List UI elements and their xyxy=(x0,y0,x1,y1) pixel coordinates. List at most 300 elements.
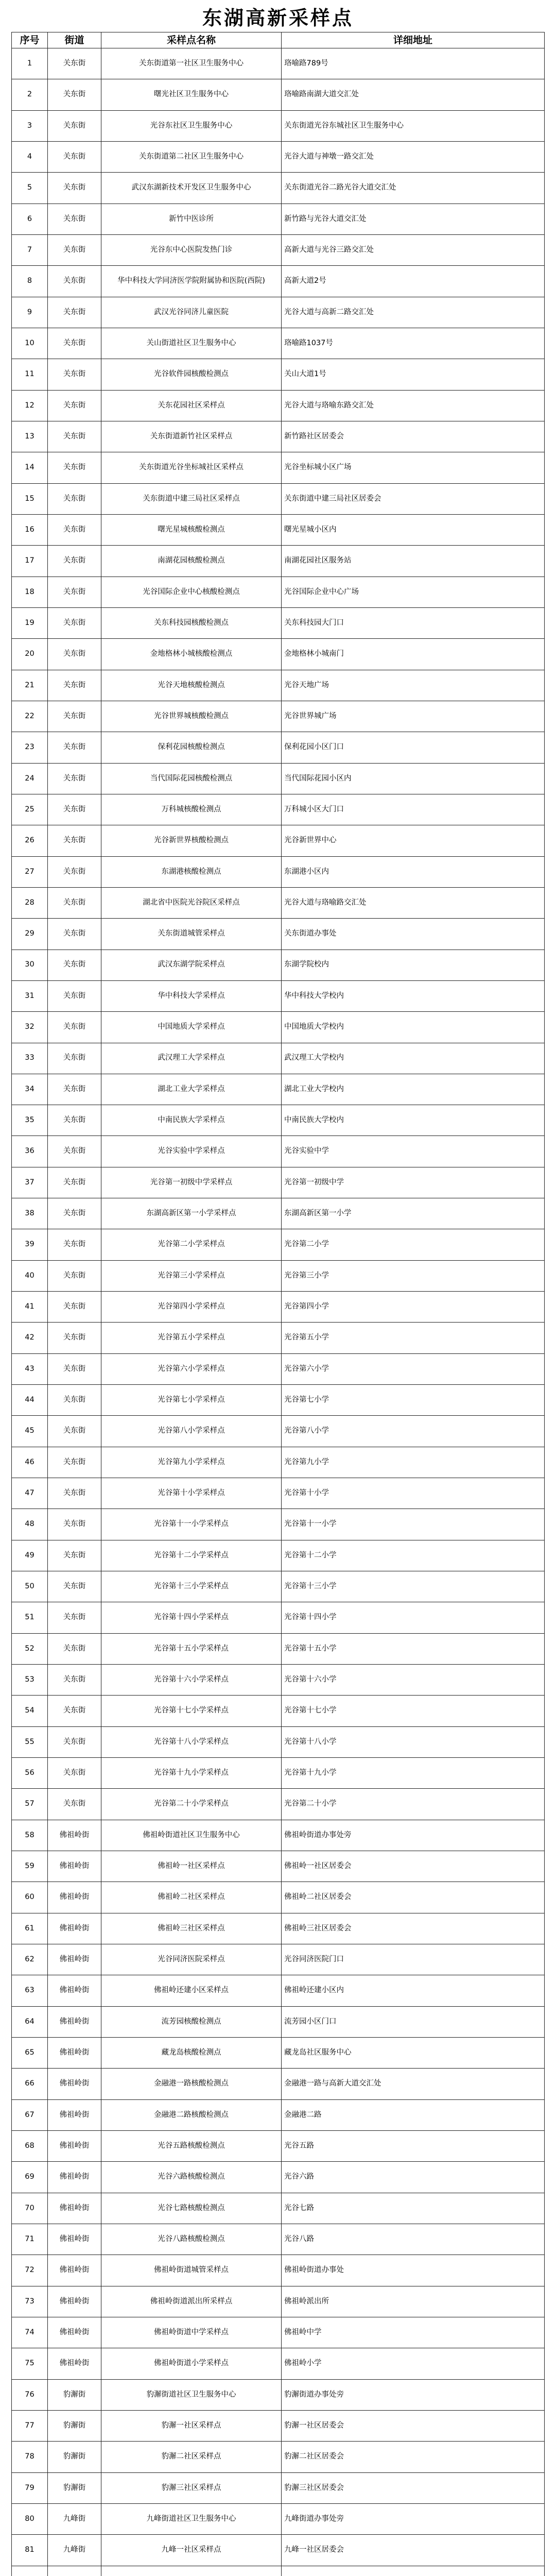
cell-index: 76 xyxy=(12,2379,48,2410)
table-row xyxy=(12,1665,545,1696)
cell-index: 36 xyxy=(12,1136,48,1167)
cell-street: 关东街 xyxy=(48,732,101,763)
cell-index: 55 xyxy=(12,1726,48,1757)
cell-index xyxy=(12,2566,48,2576)
cell-address: 金地格林小城南门 xyxy=(282,639,545,670)
table-row xyxy=(12,1882,545,1913)
table-row xyxy=(12,173,545,204)
cell-address: 光谷大道与神墩一路交汇处 xyxy=(282,141,545,172)
cell-index: 17 xyxy=(12,546,48,577)
cell-street: 关东街 xyxy=(48,483,101,514)
table-row xyxy=(12,514,545,545)
cell-street: 关东街 xyxy=(48,1726,101,1757)
table-row xyxy=(12,1726,545,1757)
cell-index: 1 xyxy=(12,48,48,79)
cell-site-name: 华中科技大学采样点 xyxy=(101,980,282,1011)
cell-site-name: 藏龙岛核酸检测点 xyxy=(101,2038,282,2069)
cell-address: 东湖港小区内 xyxy=(282,856,545,887)
cell-address: 高新大道与光谷三路交汇处 xyxy=(282,234,545,265)
cell-street: 关东街 xyxy=(48,1571,101,1602)
cell-street: 关东街 xyxy=(48,1229,101,1260)
cell-street: 九峰街 xyxy=(48,2535,101,2566)
table-row xyxy=(12,1789,545,1820)
column-header-address: 详细地址 xyxy=(282,32,545,48)
table-row xyxy=(12,483,545,514)
cell-street: 关东街 xyxy=(48,1292,101,1323)
table-row xyxy=(12,763,545,794)
cell-address: 高新大道2号 xyxy=(282,266,545,297)
cell-address: 佛祖岭二社区居委会 xyxy=(282,1882,545,1913)
cell-index: 56 xyxy=(12,1758,48,1789)
cell-site-name: 南湖花园核酸检测点 xyxy=(101,546,282,577)
cell-street: 关东街 xyxy=(48,794,101,825)
cell-address: 关东街道光谷东城社区卫生服务中心 xyxy=(282,110,545,141)
cell-site-name: 光谷新世界核酸检测点 xyxy=(101,825,282,856)
cell-index: 29 xyxy=(12,919,48,950)
cell-street: 关东街 xyxy=(48,514,101,545)
cell-street: 关东街 xyxy=(48,1012,101,1043)
cell-index: 23 xyxy=(12,732,48,763)
cell-site-name: 东湖高新区第一小学采样点 xyxy=(101,1198,282,1229)
cell-index: 78 xyxy=(12,2442,48,2472)
cell-site-name: 光谷第十五小学采样点 xyxy=(101,1633,282,1664)
cell-street: 关东街 xyxy=(48,1105,101,1136)
table-row xyxy=(12,1074,545,1105)
cell-index: 7 xyxy=(12,234,48,265)
table-row xyxy=(12,607,545,638)
cell-index: 73 xyxy=(12,2286,48,2317)
table-row xyxy=(12,1105,545,1136)
cell-street: 关东街 xyxy=(48,1198,101,1229)
cell-street: 佛祖岭街 xyxy=(48,2286,101,2317)
cell-address: 光谷八路 xyxy=(282,2224,545,2255)
table-row xyxy=(12,234,545,265)
table-row xyxy=(12,825,545,856)
cell-address: 湖北工业大学校内 xyxy=(282,1074,545,1105)
cell-street: 关东街 xyxy=(48,234,101,265)
cell-street: 关东街 xyxy=(48,1758,101,1789)
table-row xyxy=(12,2348,545,2379)
cell-site-name: 东湖港核酸检测点 xyxy=(101,856,282,887)
cell-index: 31 xyxy=(12,980,48,1011)
cell-address: 佛祖岭派出所 xyxy=(282,2286,545,2317)
cell-index: 64 xyxy=(12,2006,48,2037)
cell-address: 东湖高新区第一小学 xyxy=(282,1198,545,1229)
cell-index: 19 xyxy=(12,607,48,638)
cell-site-name: 关东花园社区采样点 xyxy=(101,390,282,421)
table-row xyxy=(12,1167,545,1198)
cell-site-name: 光谷第一初级中学采样点 xyxy=(101,1167,282,1198)
cell-address: 佛祖岭街道办事处旁 xyxy=(282,1820,545,1851)
cell-site-name: 九峰一社区采样点 xyxy=(101,2535,282,2566)
table-row xyxy=(12,887,545,918)
cell-address: 光谷第三小学 xyxy=(282,1260,545,1291)
cell-address: 关山大道1号 xyxy=(282,359,545,390)
cell-site-name: 佛祖岭街道小学采样点 xyxy=(101,2348,282,2379)
cell-address: 中南民族大学校内 xyxy=(282,1105,545,1136)
cell-street: 关东街 xyxy=(48,1167,101,1198)
table-row xyxy=(12,701,545,732)
cell-index: 2 xyxy=(12,79,48,110)
table-row xyxy=(12,1633,545,1664)
table-row xyxy=(12,2317,545,2348)
cell-address: 光谷大道与珞喻东路交汇处 xyxy=(282,390,545,421)
cell-site-name: 光谷第二十小学采样点 xyxy=(101,1789,282,1820)
cell-address: 佛祖岭小学 xyxy=(282,2348,545,2379)
cell-address: 光谷天地广场 xyxy=(282,670,545,701)
cell-street: 佛祖岭街 xyxy=(48,1851,101,1882)
cell-site-name: 光谷第三小学采样点 xyxy=(101,1260,282,1291)
cell-address: 光谷第八小学 xyxy=(282,1416,545,1447)
table-row xyxy=(12,950,545,980)
table-row xyxy=(12,1198,545,1229)
cell-address: 豹澥街道办事处旁 xyxy=(282,2379,545,2410)
cell-index: 75 xyxy=(12,2348,48,2379)
cell-index: 53 xyxy=(12,1665,48,1696)
table-row xyxy=(12,297,545,328)
cell-street: 关东街 xyxy=(48,825,101,856)
cell-index: 22 xyxy=(12,701,48,732)
cell-index: 68 xyxy=(12,2130,48,2161)
cell-index: 46 xyxy=(12,1447,48,1478)
cell-street: 佛祖岭街 xyxy=(48,1944,101,1975)
cell-site-name: 万科城核酸检测点 xyxy=(101,794,282,825)
cell-index: 20 xyxy=(12,639,48,670)
cell-address: 佛祖岭街道办事处 xyxy=(282,2255,545,2286)
table-row xyxy=(12,2038,545,2069)
table-row xyxy=(12,2224,545,2255)
cell-address: 光谷同济医院门口 xyxy=(282,1944,545,1975)
table-row xyxy=(12,390,545,421)
cell-index: 33 xyxy=(12,1043,48,1074)
table-body xyxy=(12,48,545,2576)
cell-address: 九峰街道办事处旁 xyxy=(282,2503,545,2534)
cell-site-name: 光谷第十二小学采样点 xyxy=(101,1540,282,1571)
cell-address: 光谷第十一小学 xyxy=(282,1509,545,1540)
cell-index: 41 xyxy=(12,1292,48,1323)
cell-street: 关东街 xyxy=(48,950,101,980)
table-row xyxy=(12,1385,545,1416)
cell-address: 光谷第十五小学 xyxy=(282,1633,545,1664)
column-header-index: 序号 xyxy=(12,32,48,48)
table-row xyxy=(12,1353,545,1384)
cell-street: 关东街 xyxy=(48,1260,101,1291)
cell-site-name: 光谷第十三小学采样点 xyxy=(101,1571,282,1602)
table-row xyxy=(12,328,545,359)
cell-street: 关东街 xyxy=(48,919,101,950)
cell-address: 豹澥二社区居委会 xyxy=(282,2442,545,2472)
table-row xyxy=(12,421,545,452)
cell-address: 光谷大道与高新二路交汇处 xyxy=(282,297,545,328)
table-row xyxy=(12,79,545,110)
cell-index: 8 xyxy=(12,266,48,297)
cell-index: 74 xyxy=(12,2317,48,2348)
cell-address: 曙光星城小区内 xyxy=(282,514,545,545)
cell-site-name: 曙光社区卫生服务中心 xyxy=(101,79,282,110)
cell-address: 光谷第十二小学 xyxy=(282,1540,545,1571)
table-row xyxy=(12,1043,545,1074)
cell-site-name: 光谷天地核酸检测点 xyxy=(101,670,282,701)
cell-address: 关东科技园大门口 xyxy=(282,607,545,638)
cell-street: 关东街 xyxy=(48,421,101,452)
cell-street: 豹澥街 xyxy=(48,2379,101,2410)
cell-address: 当代国际花园小区内 xyxy=(282,763,545,794)
cell-street: 九峰街 xyxy=(48,2503,101,2534)
cell-index: 9 xyxy=(12,297,48,328)
cell-street: 佛祖岭街 xyxy=(48,2193,101,2224)
cell-address: 珞喻路1037号 xyxy=(282,328,545,359)
cell-index: 66 xyxy=(12,2069,48,2099)
table-row xyxy=(12,1509,545,1540)
cell-site-name: 佛祖岭二社区采样点 xyxy=(101,1882,282,1913)
table-row xyxy=(12,639,545,670)
cell-site-name: 湖北省中医院光谷院区采样点 xyxy=(101,887,282,918)
cell-address: 豹澥三社区居委会 xyxy=(282,2472,545,2503)
cell-address: 武汉理工大学校内 xyxy=(282,1043,545,1074)
cell-site-name: 佛祖岭街道派出所采样点 xyxy=(101,2286,282,2317)
cell-street: 关东街 xyxy=(48,110,101,141)
table-row xyxy=(12,1229,545,1260)
cell-street: 关东街 xyxy=(48,1074,101,1105)
table-row xyxy=(12,1540,545,1571)
cell-index: 40 xyxy=(12,1260,48,1291)
cell-index: 25 xyxy=(12,794,48,825)
cell-street: 佛祖岭街 xyxy=(48,2099,101,2130)
table-row xyxy=(12,2255,545,2286)
table-row xyxy=(12,2472,545,2503)
cell-street: 关东街 xyxy=(48,1043,101,1074)
table-row xyxy=(12,1696,545,1726)
cell-site-name: 金融港一路核酸检测点 xyxy=(101,2069,282,2099)
cell-street: 关东街 xyxy=(48,1696,101,1726)
cell-index: 37 xyxy=(12,1167,48,1198)
cell-address: 藏龙岛社区服务中心 xyxy=(282,2038,545,2069)
cell-address: 光谷第十四小学 xyxy=(282,1602,545,1633)
table-row xyxy=(12,670,545,701)
cell-index: 10 xyxy=(12,328,48,359)
cell-site-name: 关东街道第二社区卫生服务中心 xyxy=(101,141,282,172)
cell-site-name: 豹澥一社区采样点 xyxy=(101,2410,282,2441)
cell-index: 11 xyxy=(12,359,48,390)
cell-index: 61 xyxy=(12,1913,48,1944)
cell-site-name: 新竹中医诊所 xyxy=(101,204,282,234)
cell-address: 金融港二路 xyxy=(282,2099,545,2130)
cell-site-name: 光谷同济医院采样点 xyxy=(101,1944,282,1975)
table-row xyxy=(12,2286,545,2317)
cell-street: 豹澥街 xyxy=(48,2472,101,2503)
cell-site-name: 佛祖岭街道社区卫生服务中心 xyxy=(101,1820,282,1851)
page-title: 东湖高新采样点 xyxy=(202,7,354,29)
cell-index: 27 xyxy=(12,856,48,887)
cell-street: 佛祖岭街 xyxy=(48,1975,101,2006)
cell-index: 70 xyxy=(12,2193,48,2224)
table-row xyxy=(12,2193,545,2224)
cell-address: 保利花园小区门口 xyxy=(282,732,545,763)
table-row xyxy=(12,2069,545,2099)
cell-site-name: 光谷第十六小学采样点 xyxy=(101,1665,282,1696)
cell-site-name: 光谷第十九小学采样点 xyxy=(101,1758,282,1789)
cell-site-name: 光谷第八小学采样点 xyxy=(101,1416,282,1447)
cell-site-name: 关东街道中建三局社区采样点 xyxy=(101,483,282,514)
cell-street: 豹澥街 xyxy=(48,2442,101,2472)
cell-street: 佛祖岭街 xyxy=(48,2317,101,2348)
table-row xyxy=(12,1012,545,1043)
cell-index: 43 xyxy=(12,1353,48,1384)
cell-site-name: 豹澥三社区采样点 xyxy=(101,2472,282,2503)
cell-address: 光谷世界城广场 xyxy=(282,701,545,732)
cell-address: 光谷第十六小学 xyxy=(282,1665,545,1696)
cell-address: 光谷国际企业中心广场 xyxy=(282,577,545,607)
cell-site-name: 光谷第四小学采样点 xyxy=(101,1292,282,1323)
table-header-row xyxy=(12,32,545,48)
cell-site-name: 光谷实验中学采样点 xyxy=(101,1136,282,1167)
cell-street: 佛祖岭街 xyxy=(48,2038,101,2069)
table-row xyxy=(12,794,545,825)
cell-index: 32 xyxy=(12,1012,48,1043)
cell-site-name: 关山街道社区卫生服务中心 xyxy=(101,328,282,359)
cell-site-name: 光谷第十一小学采样点 xyxy=(101,1509,282,1540)
cell-street: 关东街 xyxy=(48,546,101,577)
cell-address: 南湖花园社区服务站 xyxy=(282,546,545,577)
cell-street: 佛祖岭街 xyxy=(48,2348,101,2379)
cell-street: 关东街 xyxy=(48,1540,101,1571)
cell-street: 佛祖岭街 xyxy=(48,1820,101,1851)
cell-index: 12 xyxy=(12,390,48,421)
cell-index: 60 xyxy=(12,1882,48,1913)
cell-index: 72 xyxy=(12,2255,48,2286)
cell-index: 28 xyxy=(12,887,48,918)
cell-address: 光谷实验中学 xyxy=(282,1136,545,1167)
cell-address: 关东街道中建三局社区居委会 xyxy=(282,483,545,514)
cell-index: 81 xyxy=(12,2535,48,2566)
table-row xyxy=(12,1913,545,1944)
cell-address: 光谷第十九小学 xyxy=(282,1758,545,1789)
cell-address: 光谷第六小学 xyxy=(282,1353,545,1384)
table-row xyxy=(12,2130,545,2161)
cell-address: 关东街道办事处 xyxy=(282,919,545,950)
cell-address: 新竹路社区居委会 xyxy=(282,421,545,452)
cell-site-name: 金融港二路核酸检测点 xyxy=(101,2099,282,2130)
cell-index: 21 xyxy=(12,670,48,701)
cell-index: 57 xyxy=(12,1789,48,1820)
cell-street: 关东街 xyxy=(48,701,101,732)
cell-index: 39 xyxy=(12,1229,48,1260)
sampling-points-table xyxy=(11,32,545,2576)
table-row xyxy=(12,1602,545,1633)
cell-site-name: 光谷第十四小学采样点 xyxy=(101,1602,282,1633)
cell-address: 光谷第四小学 xyxy=(282,1292,545,1323)
cell-index: 26 xyxy=(12,825,48,856)
cell-street: 佛祖岭街 xyxy=(48,1882,101,1913)
cell-address: 光谷七路 xyxy=(282,2193,545,2224)
cell-site-name: 曙光星城核酸检测点 xyxy=(101,514,282,545)
cell-street: 关东街 xyxy=(48,670,101,701)
cell-site-name: 武汉理工大学采样点 xyxy=(101,1043,282,1074)
cell-street: 关东街 xyxy=(48,1789,101,1820)
cell-index: 34 xyxy=(12,1074,48,1105)
cell-address: 佛祖岭三社区居委会 xyxy=(282,1913,545,1944)
cell-index: 45 xyxy=(12,1416,48,1447)
table-row xyxy=(12,1136,545,1167)
cell-index: 54 xyxy=(12,1696,48,1726)
cell-street: 关东街 xyxy=(48,639,101,670)
cell-address: 光谷第十小学 xyxy=(282,1478,545,1509)
cell-site-name: 关东街道城管采样点 xyxy=(101,919,282,950)
cell-street: 关东街 xyxy=(48,390,101,421)
table-row xyxy=(12,1851,545,1882)
cell-site-name: 金地格林小城核酸检测点 xyxy=(101,639,282,670)
cell-site-name: 光谷东社区卫生服务中心 xyxy=(101,110,282,141)
cell-street: 关东街 xyxy=(48,1416,101,1447)
cell-address: 光谷新世界中心 xyxy=(282,825,545,856)
table-row xyxy=(12,1944,545,1975)
cell-site-name: 武汉东湖学院采样点 xyxy=(101,950,282,980)
cell-address: 光谷第二小学 xyxy=(282,1229,545,1260)
cell-index: 67 xyxy=(12,2099,48,2130)
cell-street: 关东街 xyxy=(48,328,101,359)
cell-address: 万科城小区大门口 xyxy=(282,794,545,825)
cell-address: 佛祖岭还建小区内 xyxy=(282,1975,545,2006)
cell-site-name: 光谷第七小学采样点 xyxy=(101,1385,282,1416)
table-row xyxy=(12,1260,545,1291)
cell-street: 关东街 xyxy=(48,1353,101,1384)
cell-index: 65 xyxy=(12,2038,48,2069)
cell-street: 关东街 xyxy=(48,173,101,204)
cell-index: 71 xyxy=(12,2224,48,2255)
cell-site-name: 光谷东中心医院发热门诊 xyxy=(101,234,282,265)
cell-site-name: 光谷第十小学采样点 xyxy=(101,1478,282,1509)
cell-site-name: 光谷第十八小学采样点 xyxy=(101,1726,282,1757)
cell-index: 49 xyxy=(12,1540,48,1571)
cell-street: 关东街 xyxy=(48,1385,101,1416)
cell-street: 关东街 xyxy=(48,1447,101,1478)
cell-street: 关东街 xyxy=(48,763,101,794)
cell-index: 44 xyxy=(12,1385,48,1416)
cell-street: 豹澥街 xyxy=(48,2410,101,2441)
cell-index: 18 xyxy=(12,577,48,607)
table-row xyxy=(12,359,545,390)
cell-street: 关东街 xyxy=(48,980,101,1011)
cell-street: 关东街 xyxy=(48,359,101,390)
table-row xyxy=(12,1416,545,1447)
cell-site-name: 豹澥街道社区卫生服务中心 xyxy=(101,2379,282,2410)
table-row xyxy=(12,48,545,79)
cell-index: 42 xyxy=(12,1323,48,1353)
cell-site-name: 光谷六路核酸检测点 xyxy=(101,2162,282,2193)
cell-index: 52 xyxy=(12,1633,48,1664)
cell-address: 东湖学院校内 xyxy=(282,950,545,980)
cell-site-name: 光谷世界城核酸检测点 xyxy=(101,701,282,732)
cell-index: 5 xyxy=(12,173,48,204)
cell-index: 24 xyxy=(12,763,48,794)
cell-street: 关东街 xyxy=(48,1323,101,1353)
cell-site-name: 关东街道光谷坐标城社区采样点 xyxy=(101,452,282,483)
table-row xyxy=(12,1758,545,1789)
cell-index: 14 xyxy=(12,452,48,483)
cell-address: 中国地质大学校内 xyxy=(282,1012,545,1043)
cell-index: 77 xyxy=(12,2410,48,2441)
table-row xyxy=(12,1447,545,1478)
table-row xyxy=(12,110,545,141)
table-row xyxy=(12,919,545,950)
cell-index: 58 xyxy=(12,1820,48,1851)
cell-site-name: 光谷第五小学采样点 xyxy=(101,1323,282,1353)
table-row xyxy=(12,1478,545,1509)
cell-street: 关东街 xyxy=(48,1602,101,1633)
table-row xyxy=(12,266,545,297)
cell-street: 佛祖岭街 xyxy=(48,2162,101,2193)
table-row xyxy=(12,1292,545,1323)
